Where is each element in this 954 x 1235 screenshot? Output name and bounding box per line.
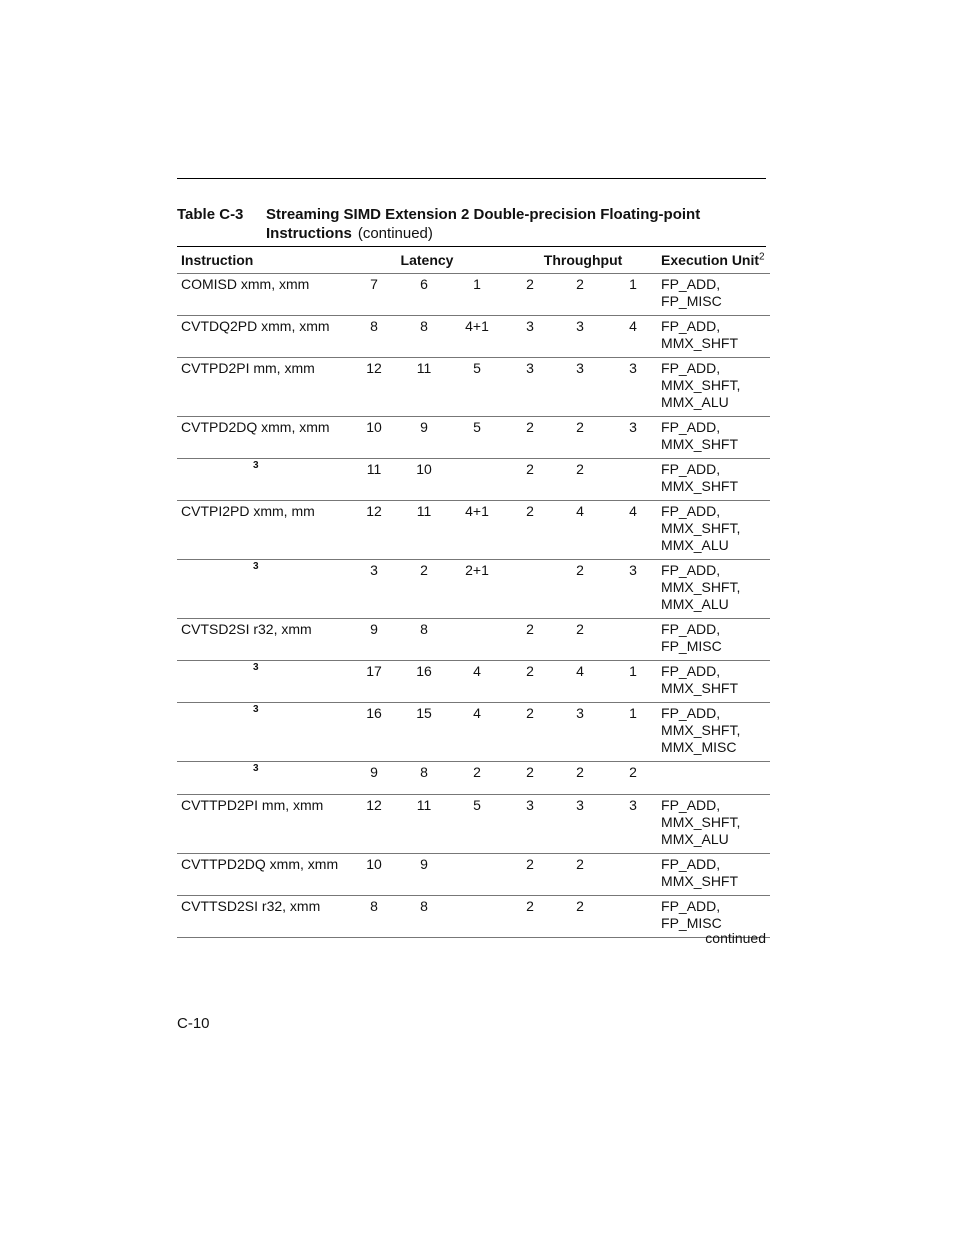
cell-latency-2: 15 xyxy=(403,703,445,762)
cell-throughput-1: 3 xyxy=(509,316,551,358)
cell-instruction xyxy=(177,854,345,896)
cell-execution-unit xyxy=(657,795,770,854)
instruction-text: CVTPI2PD xmm, mm xyxy=(181,503,315,519)
cell-throughput-1: 2 xyxy=(509,619,551,661)
cell-throughput-3 xyxy=(609,854,657,896)
table-row xyxy=(177,795,770,854)
table-header-row xyxy=(177,250,770,274)
cell-execution-unit xyxy=(657,358,770,417)
cell-instruction xyxy=(177,274,345,316)
table-row xyxy=(177,316,770,358)
cell-latency-1: 11 xyxy=(345,459,403,501)
execution-unit-line: FP_ADD, xyxy=(661,360,721,376)
execution-unit-line: FP_ADD, xyxy=(661,503,721,519)
cell-latency-3 xyxy=(445,619,509,661)
caption-continued: (continued) xyxy=(357,225,433,242)
execution-unit-line: FP_ADD, xyxy=(661,797,721,813)
cell-throughput-2: 3 xyxy=(551,703,609,762)
cell-latency-3: 5 xyxy=(445,358,509,417)
cell-latency-1: 7 xyxy=(345,274,403,316)
execution-unit-line: FP_ADD, xyxy=(661,663,721,679)
execution-unit-line: MMX_SHFT, xyxy=(661,520,741,536)
cell-latency-2: 8 xyxy=(403,762,445,795)
page-number: C-10 xyxy=(177,1015,210,1032)
cell-latency-3: 4 xyxy=(445,661,509,703)
cell-latency-2: 10 xyxy=(403,459,445,501)
cell-latency-1: 8 xyxy=(345,316,403,358)
cell-throughput-2: 2 xyxy=(551,896,609,938)
cell-latency-2: 6 xyxy=(403,274,445,316)
cell-latency-1: 9 xyxy=(345,762,403,795)
cell-throughput-1: 2 xyxy=(509,762,551,795)
cell-throughput-2: 2 xyxy=(551,854,609,896)
cell-throughput-3: 3 xyxy=(609,795,657,854)
footnote-marker: 3 xyxy=(253,561,259,572)
cell-throughput-3: 3 xyxy=(609,358,657,417)
cell-throughput-1: 2 xyxy=(509,417,551,459)
cell-latency-1: 12 xyxy=(345,501,403,560)
cell-instruction xyxy=(177,762,345,795)
cell-throughput-3: 4 xyxy=(609,501,657,560)
cell-throughput-2: 3 xyxy=(551,316,609,358)
cell-execution-unit xyxy=(657,417,770,459)
cell-latency-2: 9 xyxy=(403,417,445,459)
cell-execution-unit xyxy=(657,703,770,762)
cell-throughput-1: 3 xyxy=(509,358,551,417)
cell-latency-1: 10 xyxy=(345,854,403,896)
cell-throughput-1: 2 xyxy=(509,661,551,703)
cell-instruction xyxy=(177,619,345,661)
cell-latency-3: 4+1 xyxy=(445,316,509,358)
execution-unit-line: MMX_SHFT, xyxy=(661,377,741,393)
table-row xyxy=(177,459,770,501)
cell-latency-3: 5 xyxy=(445,417,509,459)
header-instruction: Instruction xyxy=(177,250,345,274)
cell-latency-2: 8 xyxy=(403,896,445,938)
cell-latency-3: 1 xyxy=(445,274,509,316)
footnote-marker: 3 xyxy=(253,763,259,774)
cell-throughput-1: 2 xyxy=(509,501,551,560)
execution-unit-line: FP_MISC xyxy=(661,915,722,931)
execution-unit-line: FP_ADD, xyxy=(661,621,721,637)
instruction-text: CVTTPD2DQ xmm, xmm xyxy=(181,856,339,872)
table-row xyxy=(177,417,770,459)
cell-instruction xyxy=(177,795,345,854)
execution-unit-line: FP_ADD, xyxy=(661,318,721,334)
caption-rule xyxy=(177,246,766,247)
execution-unit-line: MMX_SHFT xyxy=(661,680,739,696)
cell-latency-3: 5 xyxy=(445,795,509,854)
table-row xyxy=(177,358,770,417)
execution-unit-line: MMX_ALU xyxy=(661,394,729,410)
cell-latency-2: 2 xyxy=(403,560,445,619)
cell-instruction xyxy=(177,417,345,459)
cell-execution-unit xyxy=(657,560,770,619)
cell-execution-unit xyxy=(657,316,770,358)
cell-latency-1: 3 xyxy=(345,560,403,619)
cell-execution-unit xyxy=(657,661,770,703)
execution-unit-line: MMX_SHFT xyxy=(661,873,739,889)
table-row xyxy=(177,501,770,560)
cell-latency-3: 4 xyxy=(445,703,509,762)
cell-throughput-2: 2 xyxy=(551,619,609,661)
execution-unit-line: MMX_ALU xyxy=(661,537,729,553)
continued-note: continued xyxy=(705,930,766,946)
instruction-text: CVTTPD2PI mm, xmm xyxy=(181,797,324,813)
instruction-text: COMISD xmm, xmm xyxy=(181,276,310,292)
cell-throughput-3: 3 xyxy=(609,560,657,619)
cell-instruction xyxy=(177,661,345,703)
table-row xyxy=(177,762,770,795)
cell-throughput-1: 2 xyxy=(509,703,551,762)
footnote-marker: 3 xyxy=(253,460,259,471)
cell-latency-2: 11 xyxy=(403,795,445,854)
execution-unit-line: MMX_SHFT, xyxy=(661,814,741,830)
cell-execution-unit xyxy=(657,459,770,501)
cell-latency-3: 2+1 xyxy=(445,560,509,619)
table-row xyxy=(177,619,770,661)
execution-unit-line: FP_ADD, xyxy=(661,461,721,477)
cell-throughput-3: 1 xyxy=(609,661,657,703)
header-footnote-marker: 2 xyxy=(759,251,765,263)
cell-throughput-3: 3 xyxy=(609,417,657,459)
cell-latency-1: 16 xyxy=(345,703,403,762)
instruction-table xyxy=(177,250,770,938)
cell-latency-2: 11 xyxy=(403,358,445,417)
execution-unit-line: FP_ADD, xyxy=(661,898,721,914)
cell-instruction xyxy=(177,560,345,619)
cell-latency-1: 9 xyxy=(345,619,403,661)
cell-throughput-2: 2 xyxy=(551,417,609,459)
cell-latency-3: 4+1 xyxy=(445,501,509,560)
cell-instruction xyxy=(177,896,345,938)
cell-latency-1: 17 xyxy=(345,661,403,703)
instruction-text: CVTTSD2SI r32, xmm xyxy=(181,898,321,914)
execution-unit-line: FP_ADD, xyxy=(661,705,721,721)
cell-instruction xyxy=(177,358,345,417)
cell-latency-2: 11 xyxy=(403,501,445,560)
cell-execution-unit xyxy=(657,619,770,661)
cell-throughput-2: 2 xyxy=(551,762,609,795)
cell-latency-2: 8 xyxy=(403,619,445,661)
execution-unit-line: MMX_ALU xyxy=(661,831,729,847)
execution-unit-line: FP_ADD, xyxy=(661,562,721,578)
cell-throughput-3: 2 xyxy=(609,762,657,795)
cell-latency-2: 9 xyxy=(403,854,445,896)
cell-throughput-2: 2 xyxy=(551,560,609,619)
footnote-marker: 3 xyxy=(253,662,259,673)
header-execution-unit xyxy=(657,250,770,274)
cell-throughput-1 xyxy=(509,560,551,619)
cell-throughput-2: 2 xyxy=(551,274,609,316)
execution-unit-line: MMX_SHFT, xyxy=(661,579,741,595)
execution-unit-line: FP_MISC xyxy=(661,293,722,309)
footnote-marker: 3 xyxy=(253,704,259,715)
cell-latency-1: 8 xyxy=(345,896,403,938)
execution-unit-line: FP_ADD, xyxy=(661,856,721,872)
cell-latency-2: 8 xyxy=(403,316,445,358)
instruction-text: CVTPD2DQ xmm, xmm xyxy=(181,419,330,435)
cell-latency-1: 12 xyxy=(345,358,403,417)
cell-throughput-2: 2 xyxy=(551,459,609,501)
table-body xyxy=(177,274,770,938)
cell-throughput-2: 4 xyxy=(551,501,609,560)
execution-unit-line: MMX_SHFT xyxy=(661,335,739,351)
cell-execution-unit xyxy=(657,854,770,896)
cell-latency-3 xyxy=(445,459,509,501)
cell-throughput-2: 3 xyxy=(551,358,609,417)
cell-throughput-3: 1 xyxy=(609,274,657,316)
top-rule xyxy=(177,178,766,179)
instruction-text: CVTDQ2PD xmm, xmm xyxy=(181,318,330,334)
cell-latency-3 xyxy=(445,896,509,938)
cell-latency-3: 2 xyxy=(445,762,509,795)
cell-execution-unit xyxy=(657,274,770,316)
cell-throughput-3: 4 xyxy=(609,316,657,358)
cell-throughput-2: 3 xyxy=(551,795,609,854)
cell-latency-3 xyxy=(445,854,509,896)
cell-throughput-3: 1 xyxy=(609,703,657,762)
cell-throughput-1: 2 xyxy=(509,896,551,938)
header-execution-unit-label: Execution Unit xyxy=(661,252,760,268)
cell-throughput-3 xyxy=(609,459,657,501)
cell-throughput-1: 2 xyxy=(509,854,551,896)
instruction-text: CVTPD2PI mm, xmm xyxy=(181,360,315,376)
header-latency: Latency xyxy=(345,250,509,274)
instruction-text: CVTSD2SI r32, xmm xyxy=(181,621,312,637)
execution-unit-line: MMX_MISC xyxy=(661,739,737,755)
cell-execution-unit xyxy=(657,762,770,795)
caption-title-block xyxy=(266,205,766,243)
header-throughput: Throughput xyxy=(509,250,657,274)
cell-instruction xyxy=(177,459,345,501)
table-row xyxy=(177,560,770,619)
execution-unit-line: FP_ADD, xyxy=(661,276,721,292)
cell-instruction xyxy=(177,316,345,358)
cell-latency-2: 16 xyxy=(403,661,445,703)
table-row xyxy=(177,274,770,316)
cell-latency-1: 10 xyxy=(345,417,403,459)
cell-throughput-1: 2 xyxy=(509,459,551,501)
cell-latency-1: 12 xyxy=(345,795,403,854)
table-number: Table C-3 xyxy=(177,206,244,223)
execution-unit-line: MMX_SHFT xyxy=(661,478,739,494)
execution-unit-line: MMX_ALU xyxy=(661,596,729,612)
cell-throughput-1: 3 xyxy=(509,795,551,854)
table-row xyxy=(177,703,770,762)
cell-throughput-3 xyxy=(609,619,657,661)
cell-throughput-2: 4 xyxy=(551,661,609,703)
execution-unit-line: FP_ADD, xyxy=(661,419,721,435)
cell-throughput-1: 2 xyxy=(509,274,551,316)
execution-unit-line: FP_MISC xyxy=(661,638,722,654)
cell-instruction xyxy=(177,703,345,762)
cell-instruction xyxy=(177,501,345,560)
table-row xyxy=(177,854,770,896)
table-row xyxy=(177,661,770,703)
execution-unit-line: MMX_SHFT xyxy=(661,436,739,452)
execution-unit-line: MMX_SHFT, xyxy=(661,722,741,738)
cell-execution-unit xyxy=(657,501,770,560)
table-title: Streaming SIMD Extension 2 Double-precision Floating-point Instructions xyxy=(266,206,701,242)
